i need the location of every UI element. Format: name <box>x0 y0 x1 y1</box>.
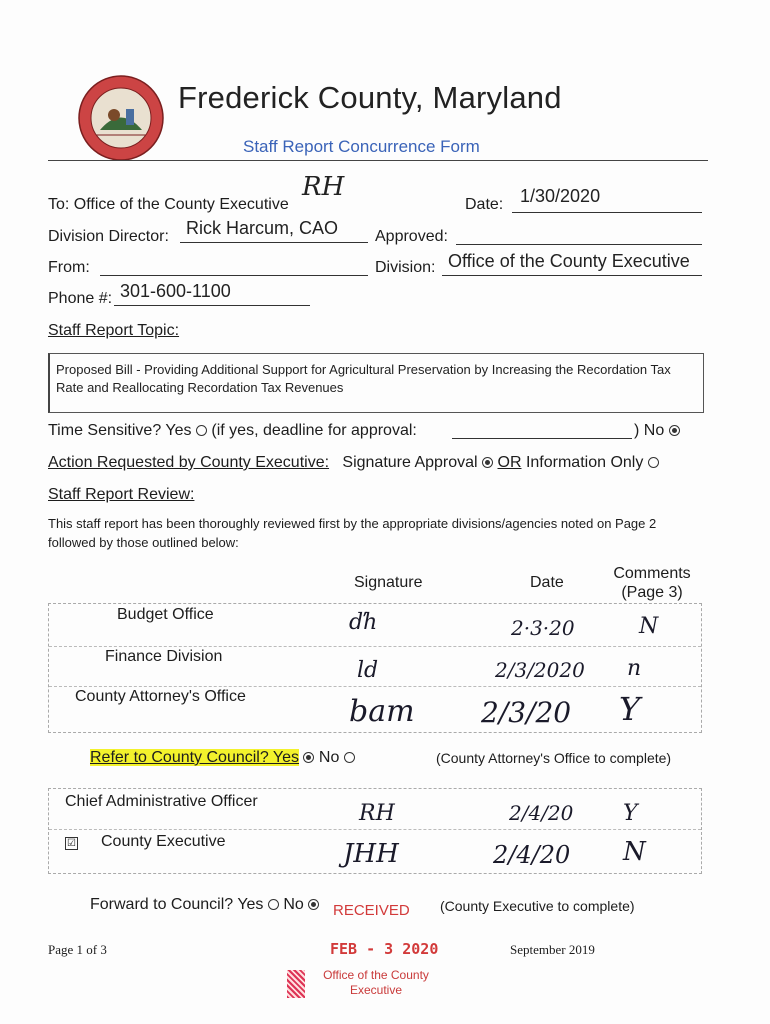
topic-text: Proposed Bill - Providing Additional Support for Agricultural Preservation by Increasing the Recordation Tax Rate and Reallocating Recordation Tax Revenues <box>56 362 671 395</box>
time-sensitive-no-radio[interactable] <box>669 425 680 436</box>
division-director-field[interactable] <box>180 218 368 243</box>
table-row <box>49 789 701 830</box>
stamp-date: FEB - 3 2020 <box>330 940 439 958</box>
row-comment: Y <box>619 690 641 728</box>
time-sensitive-yes-radio[interactable] <box>196 425 207 436</box>
signature-approval-radio[interactable] <box>482 457 493 468</box>
row-comment: N <box>639 614 659 639</box>
header-divider <box>48 160 708 161</box>
deadline-label: (if yes, deadline for approval: <box>211 422 417 439</box>
col-signature: Signature <box>354 574 423 591</box>
refer-note: (County Attorney's Office to complete) <box>436 750 672 766</box>
stamp-mark <box>287 970 305 998</box>
form-subtitle: Staff Report Concurrence Form <box>243 137 480 156</box>
executive-table <box>48 788 702 874</box>
row-signature: bam <box>349 694 415 729</box>
table-row <box>49 686 701 732</box>
row-date: 2/3/20 <box>481 696 572 729</box>
division-field[interactable] <box>442 251 702 276</box>
information-only-radio[interactable] <box>648 457 659 468</box>
action-label: Action Requested by County Executive: <box>48 454 330 471</box>
time-sensitive-row <box>48 422 417 440</box>
staff-report-topic-label: Staff Report Topic: <box>48 322 180 339</box>
division-value: Office of the County Executive <box>448 251 690 271</box>
phone-field[interactable] <box>114 281 310 306</box>
row-office: County Executive <box>101 833 226 850</box>
from-field[interactable] <box>100 257 368 276</box>
row-comment: n <box>627 656 642 681</box>
action-row <box>48 454 659 472</box>
row-signature: ďh <box>349 610 378 635</box>
approved-field[interactable] <box>456 226 702 245</box>
forward-row <box>90 896 319 914</box>
table-row <box>49 646 701 687</box>
refer-row <box>90 749 355 767</box>
review-text: This staff report has been thoroughly reviewed first by the appropriate divisions/agencies noted on Page 2 followed by those outlined below: <box>48 516 657 550</box>
row-date: 2/3/2020 <box>495 658 585 682</box>
table-row <box>49 604 701 647</box>
row-signature: ld <box>357 658 379 683</box>
row-office: Finance Division <box>105 648 223 665</box>
row-date: 2/4/20 <box>509 801 574 825</box>
deadline-field[interactable] <box>452 420 632 439</box>
row-office: County Attorney's Office <box>75 688 246 705</box>
signature-approval-label: Signature Approval <box>342 454 478 471</box>
date-field[interactable] <box>512 186 702 213</box>
row-comment: Y <box>623 801 638 826</box>
county-seal <box>78 75 164 161</box>
information-only-label: Information Only <box>525 454 644 471</box>
refer-no-radio[interactable] <box>344 752 355 763</box>
forward-yes-radio[interactable] <box>268 899 279 910</box>
to-label: To: Office of the County Executive <box>48 196 289 213</box>
refer-label: Refer to County Council? Yes <box>90 749 300 766</box>
footer-date: September 2019 <box>510 942 595 957</box>
time-sensitive-close: ) No <box>634 422 665 439</box>
table-row <box>49 829 701 873</box>
initials-handwritten: RH <box>302 172 345 202</box>
review-table <box>48 603 702 733</box>
row-signature: RH <box>359 801 395 826</box>
row-date: 2·3·20 <box>511 616 575 640</box>
date-label: Date: <box>465 196 504 213</box>
page-number: Page 1 of 3 <box>48 942 107 957</box>
time-sensitive-label: Time Sensitive? Yes <box>48 422 192 439</box>
date-value: 1/30/2020 <box>520 186 601 206</box>
row-comment: N <box>623 837 646 867</box>
from-label: From: <box>48 259 90 276</box>
row-date: 2/4/20 <box>493 841 571 869</box>
division-label: Division: <box>375 259 436 276</box>
phone-value: 301-600-1100 <box>120 281 231 301</box>
refer-no-label: No <box>318 749 340 766</box>
forward-no-radio[interactable] <box>308 899 319 910</box>
stamp-office: Office of the County Executive <box>323 968 429 997</box>
row-office: Chief Administrative Officer <box>65 793 258 810</box>
phone-label: Phone #: <box>48 290 113 307</box>
staff-report-review-heading: Staff Report Review: <box>48 486 195 503</box>
or-label: OR <box>497 454 522 471</box>
county-executive-checkbox[interactable]: ☑ <box>65 837 78 850</box>
forward-no-label: No <box>283 896 304 913</box>
division-director-value: Rick Harcum, CAO <box>186 218 339 238</box>
approved-label: Approved: <box>375 228 448 245</box>
refer-yes-radio[interactable] <box>303 752 314 763</box>
row-office: Budget Office <box>117 606 214 623</box>
col-date: Date <box>530 574 564 591</box>
page-title: Frederick County, Maryland <box>178 80 562 115</box>
forward-note: (County Executive to complete) <box>440 898 635 914</box>
forward-label: Forward to Council? Yes <box>90 896 264 913</box>
stamp-received: RECEIVED <box>333 902 410 919</box>
division-director-label: Division Director: <box>48 228 169 245</box>
row-signature: JHH <box>343 839 399 869</box>
time-sensitive-no-wrap <box>634 422 680 440</box>
col-comments: Comments (Page 3) <box>613 565 691 601</box>
